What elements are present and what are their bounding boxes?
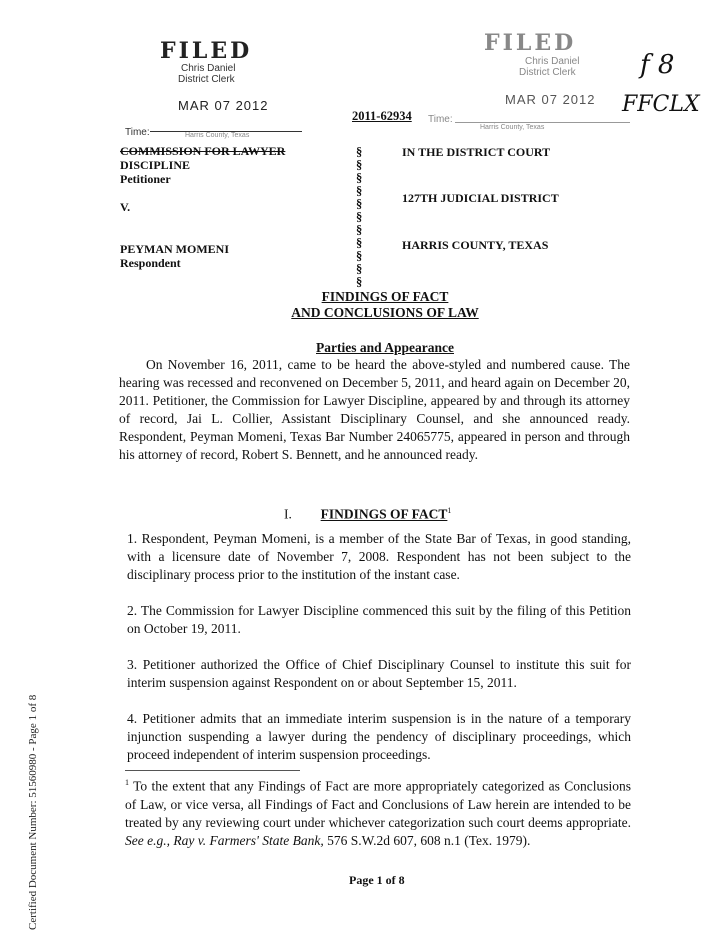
clerk-name-left: Chris Daniel xyxy=(181,63,236,74)
section-mark: § xyxy=(356,158,363,172)
section-mark: § xyxy=(356,184,363,198)
section-mark: § xyxy=(356,210,363,224)
section-heading-parties: Parties and Appearance xyxy=(316,340,454,355)
finding-2: 2. The Commission for Lawyer Discipline commenced this suit by the filing of this Petition on October 19, 2011. xyxy=(127,603,631,636)
petitioner-name-line2: DISCIPLINE xyxy=(120,158,191,172)
court-name: IN THE DISTRICT COURT xyxy=(402,145,551,159)
clerk-name-right: Chris Daniel xyxy=(525,56,580,67)
stamp-time-line-right xyxy=(455,122,630,123)
versus: V. xyxy=(120,200,131,214)
stamp-time-label-left: Time: xyxy=(125,127,150,138)
judicial-district: 127TH JUDICIAL DISTRICT xyxy=(402,191,559,205)
footnote-text: To the extent that any Findings of Fact are more appropriately categorized as Conclusions of Law, or vice versa, all Findings of Fact and Conclusions of Law herein are intended to be treated by any reviewing court under whichever categorization such court deems appropriate. xyxy=(125,778,631,830)
findings-heading xyxy=(284,506,451,523)
finding-1: 1. Respondent, Peyman Momeni, is a member of the State Bar of Texas, in good standing, with a licensure date of November 7, 2008. Respondent has not been subject to the disciplinary process prior to the institution of the instant case. xyxy=(127,531,631,582)
finding-4: 4. Petitioner admits that an immediate interim suspension is in the nature of a temporary injunction suspending a lawyer during the pendency of disciplinary proceedings, which proceed independent of interim suspension proceedings. xyxy=(127,711,631,762)
section-mark: § xyxy=(356,262,363,276)
footnote-citation: See e.g., Ray v. Farmers' State Bank, xyxy=(125,832,324,848)
title-line2: AND CONCLUSIONS OF LAW xyxy=(291,305,479,320)
filed-stamp-left: FILED xyxy=(160,38,253,64)
clerk-title-right: District Clerk xyxy=(519,67,576,78)
county: HARRIS COUNTY, TEXAS xyxy=(402,238,549,252)
section-mark: § xyxy=(356,275,363,289)
handwritten-doc-code: FFCLX xyxy=(622,92,700,117)
section-mark: § xyxy=(356,223,363,237)
petitioner-name-line1: COMMISSION FOR LAWYER xyxy=(120,144,286,158)
section-mark: § xyxy=(356,145,363,159)
findings-numeral: I. xyxy=(284,506,292,522)
stamp-time-sub-left: Harris County, Texas xyxy=(185,132,250,139)
section-mark: § xyxy=(356,171,363,185)
respondent-name: PEYMAN MOMENI xyxy=(120,242,229,256)
filed-stamp-right: FILED xyxy=(484,30,577,56)
respondent-role: Respondent xyxy=(120,256,181,270)
section-mark: § xyxy=(356,249,363,263)
section-mark: § xyxy=(356,236,363,250)
finding-3: 3. Petitioner authorized the Office of Chief Disciplinary Counsel to institute this suit for interim suspension against Respondent on or about September 15, 2011. xyxy=(127,657,631,690)
section-marks-column xyxy=(356,146,362,289)
side-certification: Certified Document Number: 51560980 - Page 1 of 8 xyxy=(27,694,39,930)
stamp-time-sub-right: Harris County, Texas xyxy=(480,124,545,131)
footnote-separator xyxy=(125,770,300,771)
footnote-marker: 1 xyxy=(125,778,129,787)
findings-heading-text: FINDINGS OF FACT xyxy=(320,506,448,522)
section-mark: § xyxy=(356,197,363,211)
page-footer: Page 1 of 8 xyxy=(349,873,405,887)
petitioner-role: Petitioner xyxy=(120,172,171,186)
stamp-date-right: MAR 07 2012 xyxy=(505,92,596,107)
footnote-text-end: 576 S.W.2d 607, 608 n.1 (Tex. 1979). xyxy=(323,832,531,848)
intro-paragraph: On November 16, 2011, came to be heard the above-styled and numbered cause. The hearing was recessed and reconvened on December 5, 2011, and heard again on December 20, 2011. Petitioner, the Commission for Lawyer Discipline, appeared by and through its attorney of record, Jai L. Collier, Assistant Disciplinary Counsel, and she announced ready. Respondent, Peyman Momeni, Texas Bar Number 24065775, appeared in person and through his attorney of record, Robert S. Bennett, and he announced ready. xyxy=(119,357,630,462)
footnote xyxy=(125,774,631,850)
handwritten-page-note: f 8 xyxy=(640,50,675,80)
clerk-title-left: District Clerk xyxy=(178,74,235,85)
footnote-ref: 1 xyxy=(447,506,452,515)
document-title xyxy=(260,289,510,321)
title-line1: FINDINGS OF FACT xyxy=(321,289,449,304)
caption-left xyxy=(120,144,285,270)
stamp-date-left: MAR 07 2012 xyxy=(178,98,269,113)
cause-number: 2011-62934 xyxy=(352,109,412,123)
stamp-time-label-right: Time: xyxy=(428,114,453,125)
